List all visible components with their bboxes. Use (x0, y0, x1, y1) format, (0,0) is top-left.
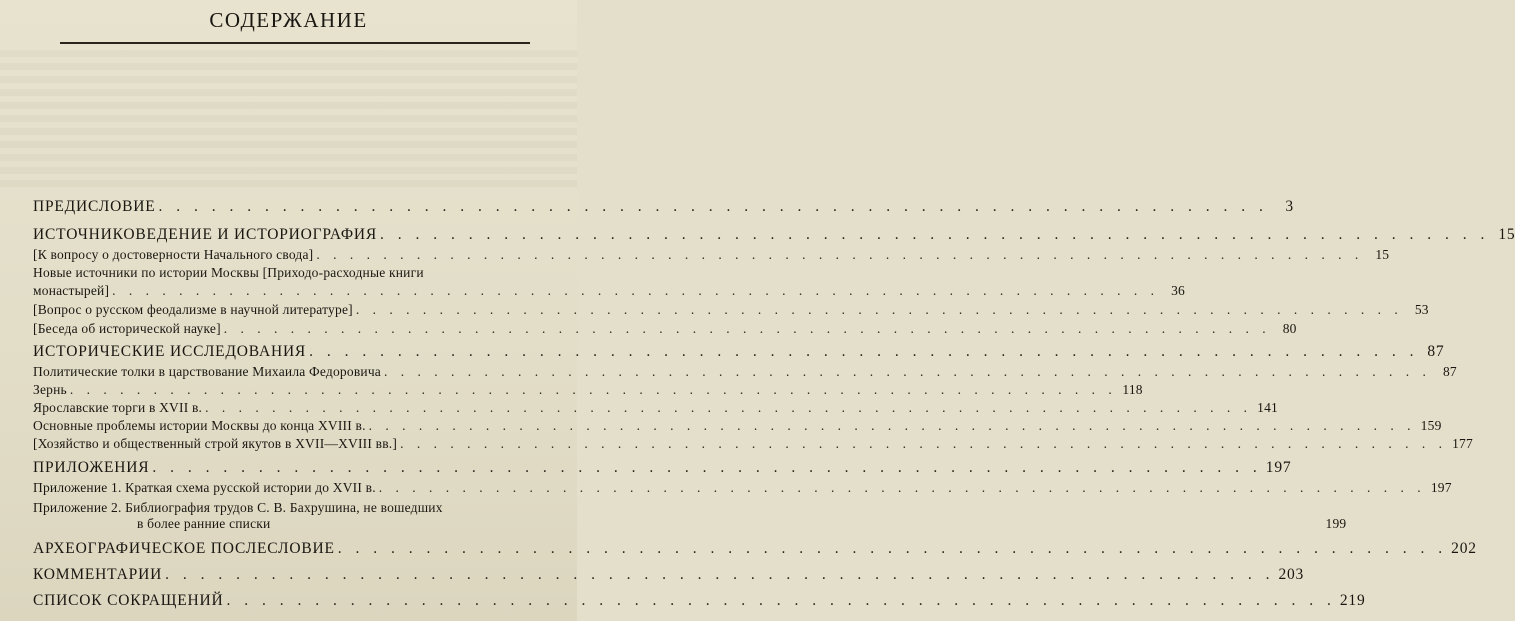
toc-page: 118 (1122, 382, 1143, 397)
toc-entry[interactable] (33, 302, 1429, 318)
leader-dots: . . . . . . . . . . . . . . . . . . . . . . . . . . . . . . . . . . . . . . . . . . . . . . . . . . . . . . . . . . . . . . . (380, 226, 1490, 243)
toc-label: ПРЕДИСЛОВИЕ (33, 198, 156, 215)
toc-label: Зернь (33, 382, 67, 397)
toc-page: 141 (1257, 400, 1278, 415)
toc-page: 159 (1420, 418, 1442, 433)
toc-entry[interactable] (33, 364, 1457, 380)
toc-label: [Вопрос о русском феодализме в научной литературе] (33, 302, 353, 317)
toc-entry[interactable] (33, 382, 1143, 398)
leader-dots: . . . . . . . . . . . . . . . . . . . . . . . . . . . . . . . . . . . . . . . . . . . . . . . . . . . . . . . . . . . . . . . (152, 459, 1262, 476)
toc-label: СПИСОК СОКРАЩЕНИЙ (33, 592, 224, 609)
toc-label: АРХЕОГРАФИЧЕСКОЕ ПОСЛЕСЛОВИЕ (33, 540, 335, 557)
toc-part-appendices[interactable] (33, 459, 1292, 477)
toc-entry[interactable] (33, 247, 1390, 263)
leader-dots: . . . . . . . . . . . . . . . . . . . . . . . . . . . . . . . . . . . . . . . . . . . . . . . . . . . . . . . . . . . . . . . (69, 382, 1117, 397)
bleed-through-texture (0, 50, 577, 190)
toc-label: [Беседа об исторической науке] (33, 321, 221, 336)
toc-label: Основные проблемы истории Москвы до конца XVIII в. (33, 418, 366, 433)
toc-label: в более ранние списки (137, 516, 271, 531)
toc-entry[interactable] (33, 400, 1278, 416)
toc-page: 87 (1427, 343, 1445, 360)
leader-dots: . . . . . . . . . . . . . . . . . . . . . . . . . . . . . . . . . . . . . . . . . . . . . . . . . . . . . . . . . . . . . . . (355, 302, 1403, 317)
toc-label: Политические толки в царствование Михаила Федоровича (33, 364, 381, 379)
toc-label: [Хозяйство и общественный строй якутов в XVII—XVIII вв.] (33, 436, 398, 451)
toc-entry[interactable] (33, 418, 1442, 434)
toc-page: 3 (1285, 198, 1294, 215)
toc-comments[interactable] (33, 566, 1305, 584)
toc-page: 219 (1339, 592, 1366, 609)
toc-page: 36 (1171, 283, 1186, 298)
toc-abbreviations[interactable] (33, 592, 1366, 610)
leader-dots: . . . . . . . . . . . . . . . . . . . . . . . . . . . . . . . . . . . . . . . . . . . . . . . . . . . . . . . . . . . . . . . (205, 400, 1252, 415)
leader-dots: . . . . . . . . . . . . . . . . . . . . . . . . . . . . . . . . . . . . . . . . . . . . . . . . . . . . . . . . . . . . . . . (309, 343, 1419, 360)
leader-dots: . . . . . . . . . . . . . . . . . . . . . . . . . . . . . . . . . . . . . . . . . . . . . . . . . . . . . . . . . . . . . . . (378, 480, 1426, 495)
toc-label: Приложение 1. Краткая схема русской истории до XVII в. (33, 480, 376, 495)
leader-dots: . . . . . . . . . . . . . . . . . . . . . . . . . . . . . . . . . . . . . . . . . . . . . . . . . . . . . . . . . . . . . . . (223, 321, 1271, 336)
toc-page: 15 (1375, 247, 1390, 262)
leader-dots: . . . . . . . . . . . . . . . . . . . . . . . . . . . . . . . . . . . . . . . . . . . . . . . . . . . . . . . . . . . . . . . (368, 418, 1416, 433)
toc-page: 177 (1452, 436, 1473, 451)
toc-entry-line1[interactable]: Приложение 2. Библиография трудов С. В. Бахрушина, не вошедших (33, 500, 443, 515)
leader-dots: . . . . . . . . . . . . . . . . . . . . . . . . . . . . . . . . . . . . . . . . . . . . . . . . . . . . . . . . . . . . . . . (400, 436, 1447, 451)
toc-page: 197 (1265, 459, 1292, 476)
leader-dots: . . . . . . . . . . . . . . . . . . . . . . . . . . . . . . . . . . . . . . . . . . . . . . . . . . . . . . . . . . . . . . . (226, 592, 1336, 609)
toc-page: 203 (1278, 566, 1305, 583)
toc-entry[interactable] (33, 480, 1452, 496)
toc-label: Ярославские торги в XVII в. (33, 400, 203, 415)
leader-dots: . . . . . . . . . . . . . . . . . . . . . . . . . . . . . . . . . . . . . . . . . . . . . . . . . . . . . . . . . . . . . . . (337, 540, 1448, 557)
toc-label: [К вопросу о достоверности Начального свода] (33, 247, 314, 262)
toc-entry-line1[interactable]: Новые источники по истории Москвы [Приходо-расходные книги (33, 265, 424, 280)
toc-label: ИСТОРИЧЕСКИЕ ИССЛЕДОВАНИЯ (33, 343, 307, 360)
toc-afterword[interactable] (33, 540, 1477, 558)
toc-page: 197 (1430, 480, 1452, 495)
toc-label: ИСТОЧНИКОВЕДЕНИЕ И ИСТОРИОГРАФИЯ (33, 226, 378, 243)
toc-label: монастырей] (33, 283, 110, 298)
title-rule (60, 42, 530, 44)
toc-page: 87 (1442, 364, 1457, 379)
page-title: СОДЕРЖАНИЕ (209, 8, 368, 32)
toc-entry[interactable] (137, 516, 1347, 532)
leader-dots: . . . . . . . . . . . . . . . . . . . . . . . . . . . . . . . . . . . . . . . . . . . . . . . . . . . . . . . . . . . . . . . (112, 283, 1160, 298)
toc-page: 15 (1498, 226, 1515, 243)
toc-entry[interactable] (33, 283, 1186, 299)
toc-page: 80 (1282, 321, 1297, 336)
toc-preface[interactable] (33, 198, 1294, 216)
toc-page: 199 (1325, 516, 1347, 531)
leader-dots: . . . . . . . . . . . . . . . . . . . . . . . . . . . . . . . . . . . . . . . . . . . . . . . . . . . . . . . . . . . . . . . (316, 247, 1364, 262)
toc-label: ПРИЛОЖЕНИЯ (33, 459, 150, 476)
toc-part-source-studies[interactable] (33, 226, 1515, 244)
toc-part-research[interactable] (33, 343, 1445, 361)
leader-dots: . . . . . . . . . . . . . . . . . . . . . . . . . . . . . . . . . . . . . . . . . . . . . . . . . . . . . . . . . . . . . . . (384, 364, 1431, 379)
toc-page: 202 (1451, 540, 1477, 557)
toc-entry[interactable] (33, 436, 1473, 452)
toc-entry[interactable] (33, 321, 1297, 337)
leader-dots: . . . . . . . . . . . . . . . . . . . . . . . . . . . . . . . . . . . . . . . . . . . . . . . . . . . . . . . . . . . . . . . (158, 198, 1268, 215)
toc-page: 53 (1414, 302, 1429, 317)
leader-dots: . . . . . . . . . . . . . . . . . . . . . . . . . . . . . . . . . . . . . . . . . . . . . . . . . . . . . . . . . . . . . . . (165, 566, 1275, 583)
toc-label: КОММЕНТАРИИ (33, 566, 163, 583)
